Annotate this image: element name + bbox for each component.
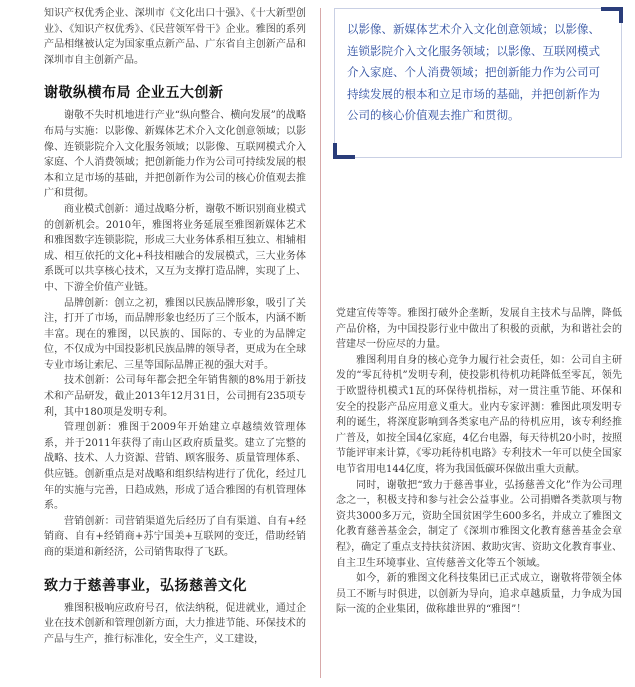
section2-paragraph: 雅图积极响应政府号召，依法纳税，促进就业，通过企业在技术创新和管理创新方面，大力推进节能、环保技术的产品与生产，推行标准化，安全生产，义工建设， bbox=[44, 602, 306, 645]
section1-paragraph: 管理创新：雅图于2009年开始建立卓越绩效管理体系，并于2011年获得了南山区政府质量奖。建立了完整的战略、技术、人力资源、营销、顾客服务、质量管理体系、供应链。创新重点是对战略和组织结构进行了优化，经过几年的实施与完善，日趋成熟，形成了适合雅图的有机管理体系。 bbox=[44, 422, 306, 512]
right-paragraph: 雅图利用自身的核心竞争力履行社会责任，如：公司自主研发的“零瓦待机”发明专利，使投影机待机功耗降低至零瓦，领先于欧盟待机模式1瓦的环保待机指标，对一贯注重节能、环保和安全的投影产品应用意义重大。业内专家评测：雅图此项发明专利的诞生，将深度影响到各类家电产品的待机应用，该专利经推广普及，如按全国4亿家庭，4亿台电器，每天待机20小时，按照节能评审来计算，《零功耗待机电路》专利技术一年可以使全国家电节省用电144亿度，将为我国低碳环保做出重大贡献。 bbox=[336, 354, 622, 475]
right-paragraph: 同时，谢敬把“致力于慈善事业，弘扬慈善文化”作为公司理念之一，积极支持和参与社会公益事业。公司捐赠各类款项与物资共3000多万元，资助全国贫困学生600多名，并成立了雅图文化教育慈善基金会，制定了《深圳市雅图文化教育慈善基金会章程》，确定了重点支持扶贫济困、救助灾害、资助文化教育事业、自主卫生环境事业、宣传慈善文化等五个领域。 bbox=[336, 479, 622, 569]
column-divider bbox=[320, 8, 321, 678]
section1-paragraph: 谢敬不失时机地进行产业“纵向整合、横向发展”的战略布局与实施：以影像、新媒体艺术介入文化创意领域；以影像、连锁影院介入文化服务领域；以影像、互联网模式介入家庭、个人消费领域；把创新能力作为公司可持续发展的根本和立足市场的基础，并把创新作为公司的核心价值观去推广和贯彻。 bbox=[44, 110, 306, 200]
quote-corner-bottom-left bbox=[333, 143, 355, 159]
section1-paragraph: 技术创新：公司每年都会把全年销售额的8%用于新技术和产品研发，截止2013年12月31日，公司拥有235项专利，其中180项是发明专利。 bbox=[44, 375, 306, 418]
section2-heading: 致力于慈善事业，弘扬慈善文化 bbox=[44, 577, 247, 594]
pull-quote-text: 以影像、新媒体艺术介入文化创意领域；以影像、连锁影院介入文化服务领域；以影像、互联网模式介入家庭、个人消费领域；把创新能力作为公司可持续发展的根本和立足市场的基础，并把创新作为公司的核心价值观去推广和贯彻。 bbox=[347, 22, 600, 122]
pull-quote-box bbox=[334, 8, 622, 158]
section1-paragraph: 商业模式创新：通过战略分析，谢敬不断识别商业模式的创新机会。2010年，雅图将业务延展至雅图新媒体艺术和雅图数字连锁影院，形成三大业务体系相互独立、相辅相成、相互依托的文化+科技相融合的发展模式，三大业务体系既可以共享核心技术，又互为支撑打造品牌，实现了上、中、下游全价值产业链。 bbox=[44, 203, 306, 293]
right-paragraph: 如今，新的雅图文化科技集团已正式成立，谢敬将带领全体员工不断与时俱进，以创新为导向，追求卓越质量，力争成为国际一流的企业集团，做称雄世界的“雅图”！ bbox=[336, 573, 622, 616]
section1-paragraph: 品牌创新：创立之初，雅图以民族品牌形象，吸引了关注，打开了市场，而品牌形象也经历了三个版本，内涵不断丰富。现在的雅图，以民族的、国际的、专业的为品牌定位，不仅成为中国投影机民族品牌的领导者，更成为在全球专业市场让索尼、三星等国际品牌正视的强大对手。 bbox=[44, 297, 306, 371]
section1-paragraph: 营销创新：司营销渠道先后经历了自有渠道、自有+经销商、自有+经销商+苏宁国美+互联网的变迁，借助经销商的渠道和新经济，公司销售取得了飞跃。 bbox=[44, 515, 306, 558]
intro-paragraph: 知识产权优秀企业、深圳市《文化出口十强》、《十大新型创业》、《知识产权优秀》、《民营领军骨干》企业。雅图的系列产品相继被认定为国家重点新产品、广东省自主创新产品和深圳市自主创新产品。 bbox=[44, 8, 306, 66]
section1-heading: 谢敬纵横布局 企业五大创新 bbox=[44, 85, 224, 102]
left-column bbox=[44, 6, 306, 647]
right-column bbox=[336, 306, 622, 618]
right-paragraph: 党建宣传等等。雅图打破外企垄断，发展自主技术与品牌，降低产品价格，为中国投影行业中做出了积极的贡献，为和谐社会的营建尽一份应尽的力量。 bbox=[336, 308, 622, 351]
